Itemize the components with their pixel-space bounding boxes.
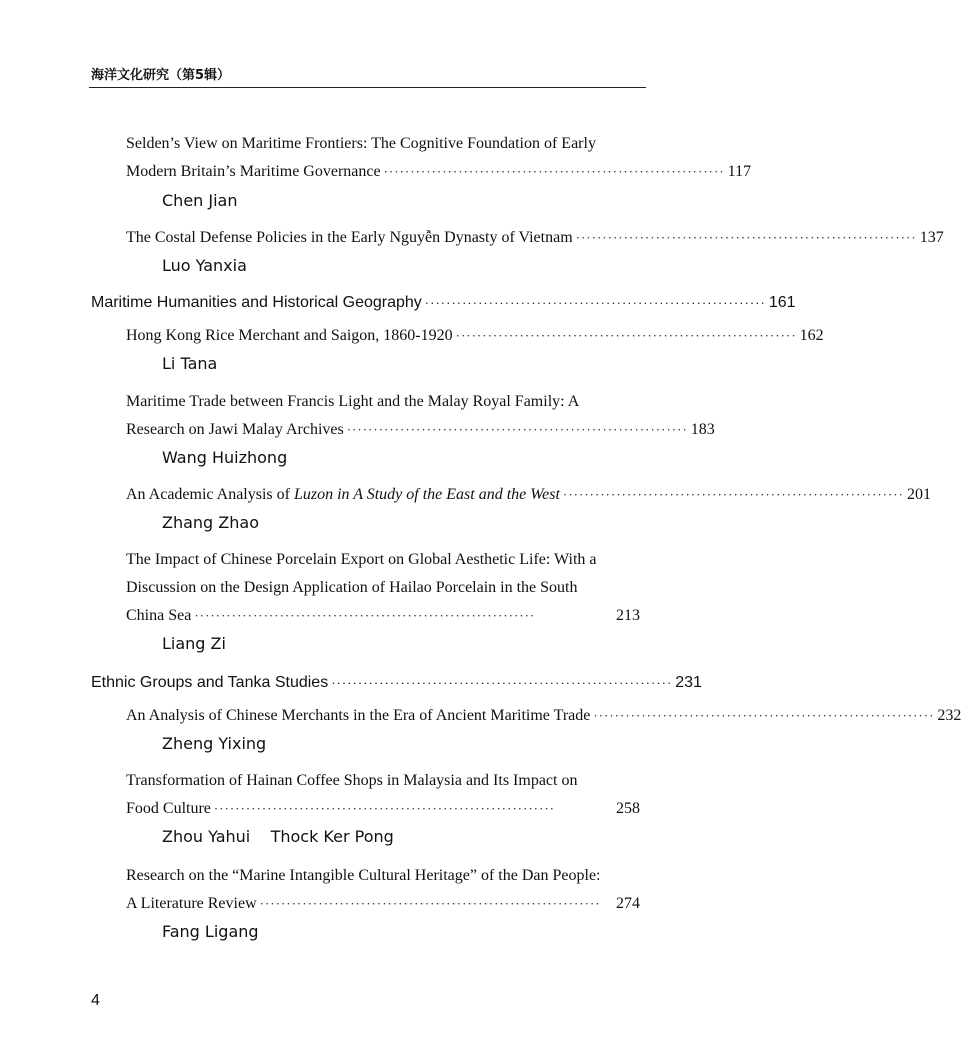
toc-author: Liang Zi — [162, 634, 226, 653]
dot-leader: ································································ — [383, 164, 725, 179]
toc-entry-title: The Costal Defense Policies in the Early Nguyễn Dynasty of Vietnam ································································ 137 — [126, 229, 944, 246]
page-number: 183 — [690, 421, 715, 438]
toc-entry-title: The Impact of Chinese Porcelain Export on Global Aesthetic Life: With a — [126, 551, 597, 568]
page-number: 201 — [906, 486, 931, 503]
page-number: 274 — [616, 895, 640, 912]
toc-author: Chen Jian — [162, 191, 238, 210]
toc-entry-title: Maritime Trade between Francis Light and the Malay Royal Family: A — [126, 393, 580, 410]
toc-entry-title-line: Research on Jawi Malay Archives ································································ 183 — [126, 421, 715, 438]
toc-entry-title-line: A Literature Review ································································ 274 — [126, 895, 640, 912]
page-number: 137 — [919, 229, 944, 246]
page-number: 258 — [616, 800, 640, 817]
page-number: 213 — [616, 607, 640, 624]
running-header: 海洋文化研究（第5辑） — [91, 68, 231, 83]
toc-author: Wang Huizhong — [162, 448, 288, 467]
dot-leader: ································································ — [575, 230, 917, 245]
toc-author: Fang Ligang — [162, 922, 259, 941]
header-rule — [89, 87, 646, 88]
toc-entry-title-line: Modern Britain’s Maritime Governance ································································ 117 — [126, 163, 752, 180]
dot-leader: ································································ — [346, 422, 688, 437]
dot-leader: ································································ — [194, 608, 536, 623]
toc-author: Li Tana — [162, 354, 218, 373]
toc-author: Zhou Yahui Thock Ker Pong — [162, 827, 394, 846]
toc-entry-title-line: Food Culture ································································ 258 — [126, 800, 640, 817]
dot-leader: ································································ — [213, 801, 555, 816]
toc-entry-title: An Academic Analysis of Luzon in A Study of the East and the West ································································ 201 — [126, 486, 931, 503]
toc-entry-title: Transformation of Hainan Coffee Shops in Malaysia and Its Impact on — [126, 772, 578, 789]
toc-entry-title-line: China Sea ································································ 213 — [126, 607, 640, 624]
dot-leader: ································································ — [455, 328, 797, 343]
dot-leader: ································································ — [331, 675, 673, 690]
toc-entry-title: Hong Kong Rice Merchant and Saigon, 1860-1920 ································································ 162 — [126, 327, 824, 344]
toc-author: Zheng Yixing — [162, 734, 267, 753]
dot-leader: ································································ — [259, 896, 601, 911]
page-number: 161 — [768, 294, 796, 311]
toc-entry-title: Selden’s View on Maritime Frontiers: The Cognitive Foundation of Early — [126, 135, 596, 152]
toc-section-heading: Maritime Humanities and Historical Geography ································································ 161 — [91, 294, 796, 311]
toc-author: Luo Yanxia — [162, 256, 247, 275]
toc-entry-title-line: Discussion on the Design Application of Hailao Porcelain in the South — [126, 579, 578, 596]
dot-leader: ································································ — [562, 487, 904, 502]
dot-leader: ································································ — [593, 708, 935, 723]
toc-entry-title: An Analysis of Chinese Merchants in the Era of Ancient Maritime Trade ································································ 232 — [126, 707, 961, 724]
toc-author: Zhang Zhao — [162, 513, 259, 532]
page-number: 162 — [799, 327, 824, 344]
page-folio: 4 — [91, 992, 100, 1009]
toc-section-heading: Ethnic Groups and Tanka Studies ································································ 231 — [91, 674, 702, 691]
dot-leader: ································································ — [424, 295, 766, 310]
toc-entry-title: Research on the “Marine Intangible Cultural Heritage” of the Dan People: — [126, 867, 601, 884]
page-number: 231 — [675, 674, 702, 691]
page-number: 117 — [727, 163, 752, 180]
page-number: 232 — [937, 707, 961, 724]
